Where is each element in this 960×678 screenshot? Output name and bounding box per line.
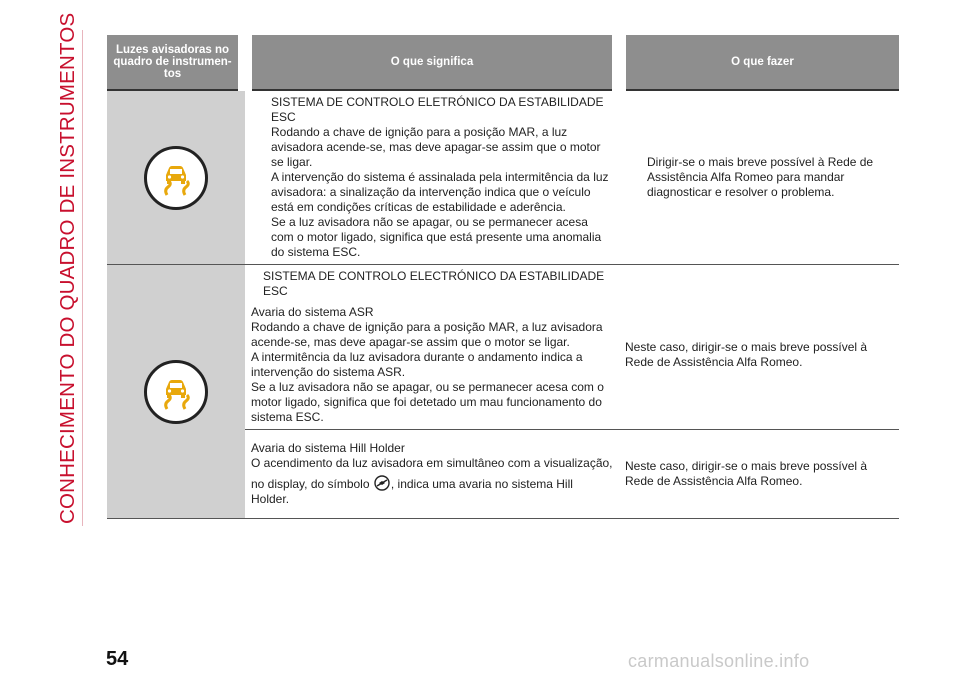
hill-holder-icon [373,475,391,491]
table-row [107,90,899,265]
action-text: Dirigir-se o mais breve possível à Rede de Assistência Alfa Romeo para mandar diagnosticar e resolver o problema. [647,155,874,199]
meaning-cell [245,430,619,519]
sidebar-divider [82,30,83,526]
skid-car-warning-icon [144,360,208,424]
description-line: Se a luz avisadora não se apagar, ou se permanecer acesa com o motor ligado, significa que está presente uma anomalia do sistema ESC. [271,215,602,259]
description-line: A intervenção do sistema é assinalada pela intermitência da luz avisadora: a sinalização da intervenção indica que o veículo está em condições críticas de estabilidade e aderência. [271,170,609,214]
description-line: O acendimento da luz avisadora em simultâneo com a visualização, [251,456,613,470]
table-row [107,265,899,430]
action-text: Neste caso, dirigir-se o mais breve possível à Rede de Assistência Alfa Romeo. [625,459,868,488]
table-header-row [107,35,899,90]
description-line: A intermitência da luz avisadora durante o andamento indica a intervenção do sistema ASR. [251,350,583,379]
description-text: no display, do símbolo [251,477,370,491]
page-number: 54 [106,648,129,670]
meaning-cell [245,265,619,430]
action-cell [619,90,899,265]
action-cell [619,265,899,430]
action-text: Neste caso, dirigir-se o mais breve possível à Rede de Assistência Alfa Romeo. [625,340,868,369]
watermark: carmanualsonline.info [628,651,810,671]
description-text: , indica uma avaria no sistema Hill Holder. [251,477,573,506]
header-warning-lights: Luzes avisadoras no quadro de instrumen- tos [107,35,245,90]
subsection-title: Avaria do sistema Hill Holder [251,441,405,455]
icon-cell [107,90,245,265]
skid-car-warning-icon [144,146,208,210]
header-meaning: O que significa [245,35,619,90]
warning-lights-table [107,35,899,519]
description-line [251,475,613,507]
section-title: SISTEMA DE CONTROLO ELECTRÓNICO DA ESTABILIDADE ESC [263,269,605,298]
subsection-title: Avaria do sistema ASR [251,305,374,319]
sidebar-section-title: CONHECIMENTO DO QUADRO DE INSTRUMENTOS [56,12,79,524]
description-line: Se a luz avisadora não se apagar, ou se permanecer acesa com o motor ligado, significa que foi detetado um mau funcionamento do sistema ESC. [251,380,604,424]
description-line: Rodando a chave de ignição para a posição MAR, a luz avisadora acende-se, mas deve apagar-se assim que o motor se ligar. [251,320,603,349]
meaning-cell [245,90,619,265]
description-line: Rodando a chave de ignição para a posição MAR, a luz avisadora acende-se, mas deve apagar-se assim que o motor se ligar. [271,125,601,169]
icon-cell [107,265,245,519]
header-action: O que fazer [619,35,899,90]
action-cell [619,430,899,519]
section-title: SISTEMA DE CONTROLO ELETRÓNICO DA ESTABILIDADE ESC [271,95,604,124]
